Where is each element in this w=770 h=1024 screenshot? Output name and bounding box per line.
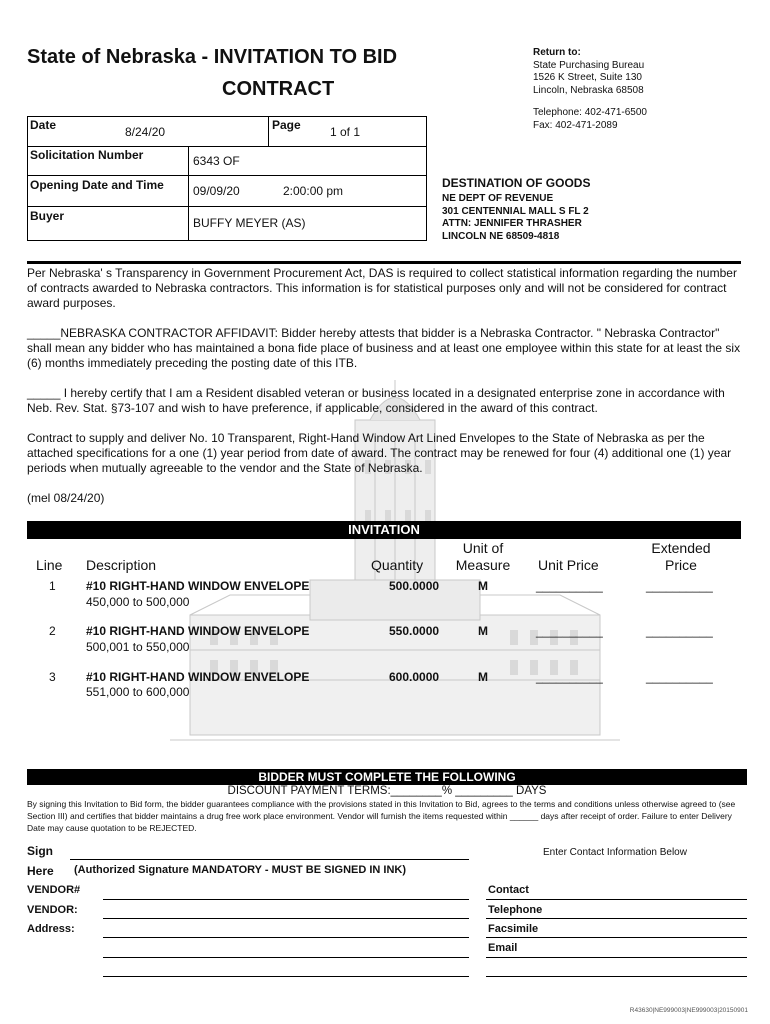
date-value: 8/24/20 bbox=[125, 125, 166, 139]
here-label: Here bbox=[27, 864, 54, 878]
contract-description: Contract to supply and deliver No. 10 Transparent, Right-Hand Window Art Lined Envelopes to the State of Nebraska as per the attached specifications for a one (1) year period from date of award. The contract may be renewed for four (4) additional one (1) year periods when mutually agreeable to the vendor and the State of Nebraska. bbox=[27, 431, 732, 475]
bidder-bar: BIDDER MUST COMPLETE THE FOLLOWING bbox=[27, 769, 747, 785]
date-label: Date bbox=[30, 118, 57, 132]
item-quantity: 550.0000 bbox=[389, 624, 440, 638]
telephone-field[interactable] bbox=[486, 918, 747, 919]
date-page-row bbox=[27, 116, 427, 147]
footer-code: R43630|NE999003|NE999003|20150901 bbox=[629, 1007, 748, 1014]
email-field-2[interactable] bbox=[486, 976, 747, 977]
email-label: Email bbox=[488, 942, 518, 954]
opening-date: 09/09/20 bbox=[193, 184, 240, 198]
facsimile-field[interactable] bbox=[486, 937, 747, 938]
destination-line: LINCOLN NE 68509-4818 bbox=[442, 230, 560, 242]
item-line: 3 bbox=[49, 670, 56, 684]
return-line: Lincoln, Nebraska 68508 bbox=[533, 84, 644, 96]
document-title-contract: CONTRACT bbox=[222, 78, 335, 100]
item-extended-price-field[interactable]: __________ bbox=[646, 670, 713, 684]
solicitation-label: Solicitation Number bbox=[30, 148, 144, 162]
item-description: #10 RIGHT-HAND WINDOW ENVELOPE bbox=[86, 579, 310, 593]
bureau-fax: Fax: 402-471-2089 bbox=[533, 119, 618, 131]
contact-field[interactable] bbox=[486, 899, 747, 900]
address-label: Address: bbox=[27, 923, 75, 935]
bidder-terms-text: By signing this Invitation to Bid form, the bidder guarantees compliance with the provisions stated in this Invitation to Bid, agrees to the terms and conditions unless otherwise agreed to (see Section III) and certifies that bidder maintains a drug free work place environment. Vendor will furnish the items requested within ______ days after receipt of order. Failure to enter Delivery Date may cause quotation to be REJECTED. bbox=[27, 799, 736, 833]
item-quantity: 600.0000 bbox=[389, 670, 440, 684]
buyer-label: Buyer bbox=[30, 209, 65, 223]
item-line: 1 bbox=[49, 579, 56, 593]
item-description: #10 RIGHT-HAND WINDOW ENVELOPE bbox=[86, 670, 310, 684]
bureau-telephone: Telephone: 402-471-6500 bbox=[533, 107, 647, 118]
col-unit-price: Unit Price bbox=[538, 557, 599, 573]
discount-terms[interactable]: DISCOUNT PAYMENT TERMS:________% _________ DAYS bbox=[227, 785, 547, 797]
col-uom-line1: Unit of bbox=[462, 540, 504, 556]
facsimile-label: Facsimile bbox=[488, 923, 539, 935]
item-uom: M bbox=[478, 624, 488, 638]
destination-line: 301 CENTENNIAL MALL S FL 2 bbox=[442, 205, 589, 217]
col-uom-line2: Measure bbox=[455, 557, 511, 573]
destination-block bbox=[442, 176, 590, 243]
item-extended-price-field[interactable]: __________ bbox=[646, 579, 713, 593]
destination-line: NE DEPT OF REVENUE bbox=[442, 193, 554, 204]
col-line: Line bbox=[36, 557, 63, 573]
revision-note: (mel 08/24/20) bbox=[27, 491, 105, 505]
address-field-3[interactable] bbox=[103, 976, 469, 977]
return-line: State Purchasing Bureau bbox=[533, 59, 645, 71]
contact-info-label: Enter Contact Information Below bbox=[543, 847, 687, 858]
section-divider bbox=[27, 261, 741, 264]
veteran-certification: _____ I hereby certify that I am a Resident disabled veteran or business located in a designated enterprise zone in accordance with Neb. Rev. Stat. §73-107 and wish to have preference, if applicable, considered in the award of this contract. bbox=[27, 386, 725, 415]
return-to-label: Return to: bbox=[533, 47, 581, 58]
col-quantity: Quantity bbox=[371, 557, 424, 573]
transparency-paragraph: Per Nebraska' s Transparency in Government Procurement Act, DAS is required to collect statistical information regarding the number of contracts awarded to Nebraska contractors. This information is for statistical purposes only and will not be considered for contract award purposes. bbox=[27, 266, 737, 310]
return-to-block bbox=[533, 47, 647, 132]
item-uom: M bbox=[478, 670, 488, 684]
buyer-value: BUFFY MEYER (AS) bbox=[193, 216, 306, 230]
item-range: 450,000 to 500,000 bbox=[86, 595, 190, 609]
email-field[interactable] bbox=[486, 957, 747, 958]
address-field-1[interactable] bbox=[103, 937, 469, 938]
telephone-label: Telephone bbox=[488, 904, 543, 916]
invitation-bar: INVITATION bbox=[27, 521, 741, 539]
col-ext-line1: Extended bbox=[651, 540, 711, 556]
vendor-name-field[interactable] bbox=[103, 918, 469, 919]
sign-label: Sign bbox=[27, 844, 53, 858]
page-value: 1 of 1 bbox=[330, 125, 361, 139]
page-label: Page bbox=[272, 118, 301, 132]
signature-line[interactable] bbox=[70, 859, 469, 860]
col-extended-price bbox=[645, 540, 717, 574]
item-unit-price-field[interactable]: __________ bbox=[536, 579, 603, 593]
destination-heading: DESTINATION OF GOODS bbox=[442, 176, 591, 190]
document-title: State of Nebraska - INVITATION TO BID bbox=[27, 46, 398, 68]
vendor-number-field[interactable] bbox=[103, 899, 469, 900]
opening-time: 2:00:00 pm bbox=[283, 184, 344, 198]
item-quantity: 500.0000 bbox=[389, 579, 440, 593]
col-description: Description bbox=[86, 557, 157, 573]
item-range: 500,001 to 550,000 bbox=[86, 640, 190, 654]
authorized-signature-label: (Authorized Signature MANDATORY - MUST BE SIGNED IN INK) bbox=[74, 864, 407, 876]
destination-line: ATTN: JENNIFER THRASHER bbox=[442, 218, 582, 229]
col-unit-of-measure bbox=[448, 540, 518, 574]
item-unit-price-field[interactable]: __________ bbox=[536, 670, 603, 684]
solicitation-value: 6343 OF bbox=[193, 154, 240, 168]
vendor-label: VENDOR: bbox=[27, 904, 78, 916]
item-uom: M bbox=[478, 579, 488, 593]
item-line: 2 bbox=[49, 624, 56, 638]
col-ext-line2: Price bbox=[665, 557, 697, 573]
opening-label: Opening Date and Time bbox=[30, 178, 164, 192]
item-description: #10 RIGHT-HAND WINDOW ENVELOPE bbox=[86, 624, 310, 638]
address-field-2[interactable] bbox=[103, 957, 469, 958]
contractor-affidavit: _____NEBRASKA CONTRACTOR AFFIDAVIT: Bidder hereby attests that bidder is a Nebraska Contractor. " Nebraska Contractor" shall mean any bidder who has maintained a bona fide place of business and at least one employee within this state for at least the six (6) months immediately preceding the posting date of this ITB. bbox=[27, 326, 741, 370]
return-line: 1526 K Street, Suite 130 bbox=[533, 72, 642, 83]
item-unit-price-field[interactable]: __________ bbox=[536, 624, 603, 638]
contact-label: Contact bbox=[488, 884, 529, 896]
vendor-number-label: VENDOR# bbox=[27, 884, 81, 896]
item-extended-price-field[interactable]: __________ bbox=[646, 624, 713, 638]
item-range: 551,000 to 600,000 bbox=[86, 685, 190, 699]
